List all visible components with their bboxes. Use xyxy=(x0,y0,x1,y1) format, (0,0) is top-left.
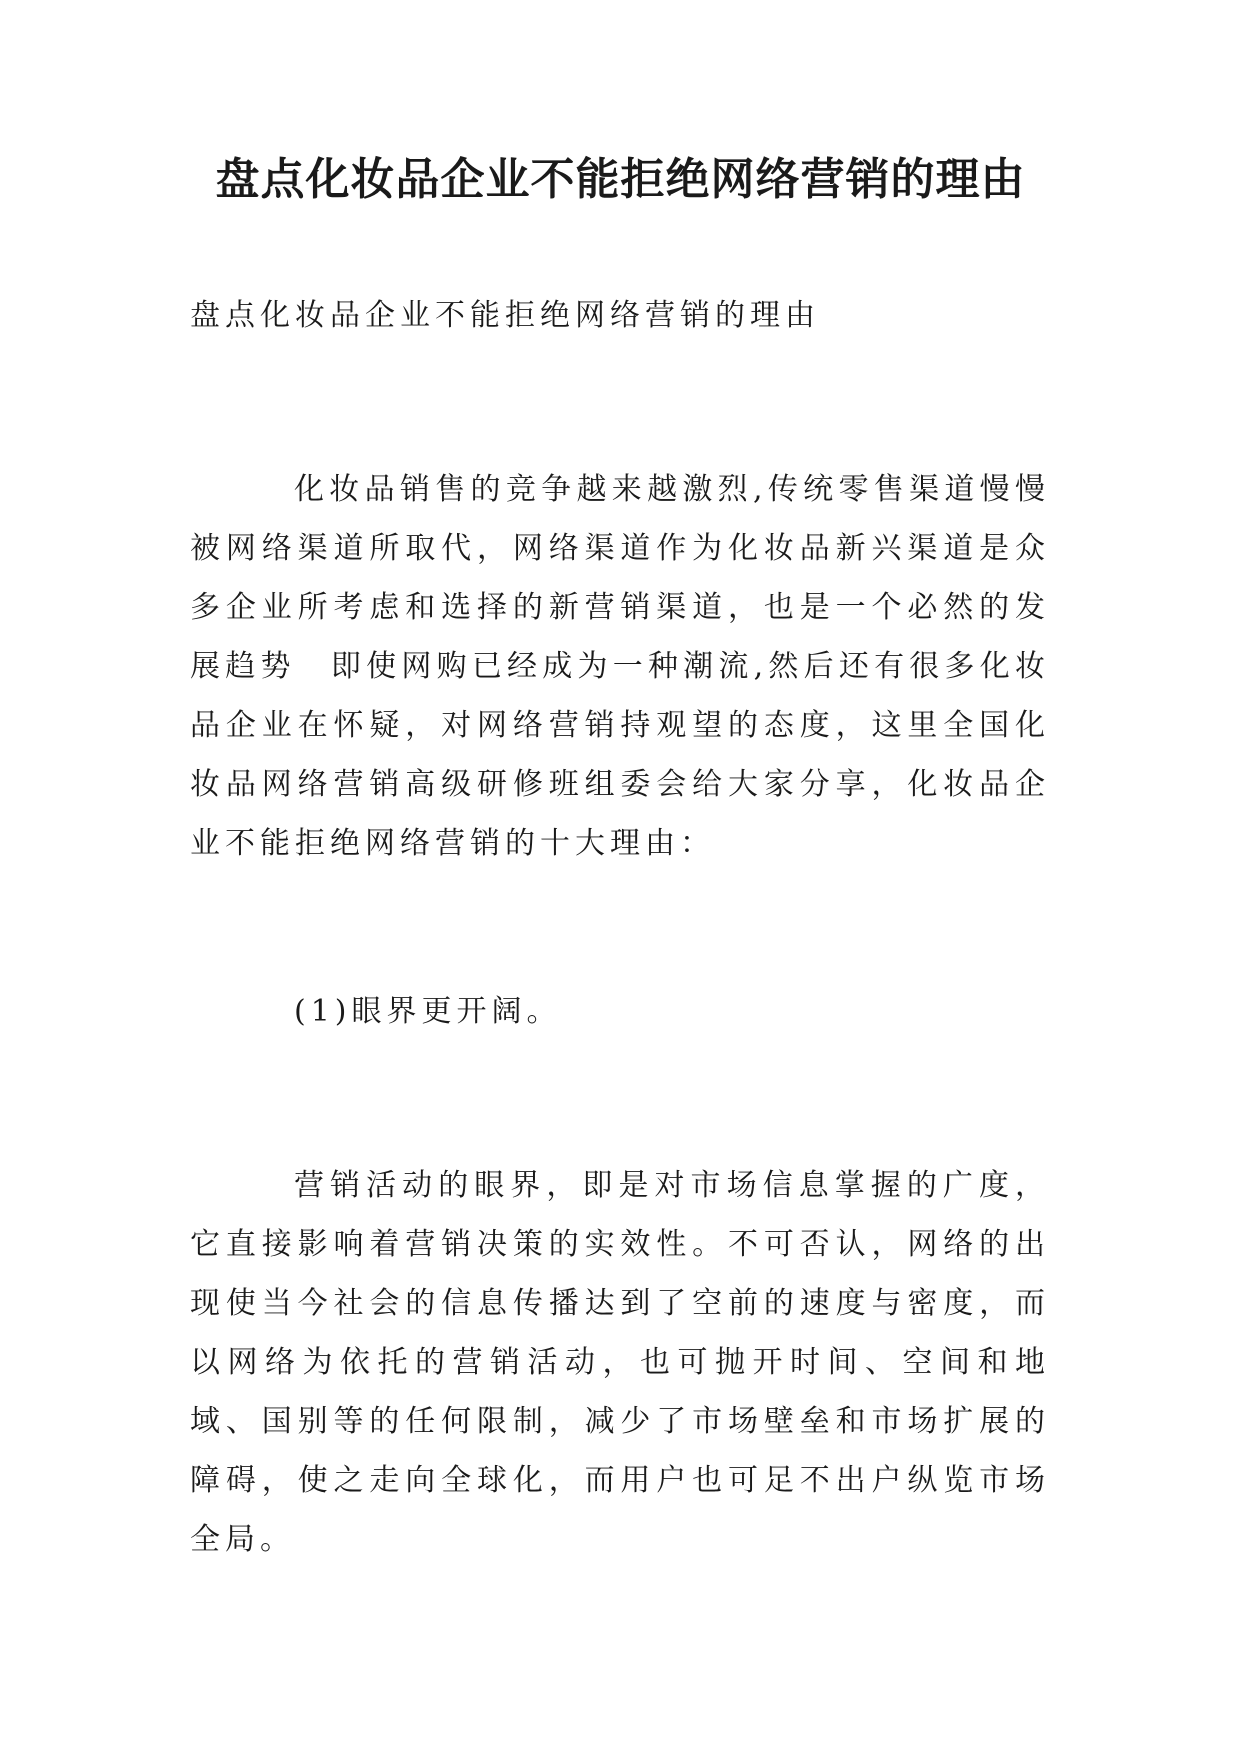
paragraph-item-heading: (1)眼界更开阔。 xyxy=(294,994,562,1029)
paragraph-intro: 化妆品销售的竞争越来越激烈,传统零售渠道慢慢被网络渠道所取代，网络渠道作为化妆品新兴渠道是众多企业所考虑和选择的新营销渠道，也是一个必然的发展趋势 即使网购已经成为一种潮流,然后还有很多化妆品企业在怀疑，对网络营销持观望的态度，这里全国化妆品网络营销高级研修班组委会给大家分享，化妆品企业不能拒绝网络营销的十大理由： xyxy=(190,472,1050,861)
document-title: 盘点化妆品企业不能拒绝网络营销的理由 xyxy=(215,154,1026,205)
document-subtitle: 盘点化妆品企业不能拒绝网络营销的理由 xyxy=(190,298,820,333)
paragraph-body: 营销活动的眼界，即是对市场信息掌握的广度，它直接影响着营销决策的实效性。不可否认，网络的出现使当今社会的信息传播达到了空前的速度与密度，而以网络为依托的营销活动，也可抛开时间、空间和地域、国别等的任何限制，减少了市场壁垒和市场扩展的障碍，使之走向全球化，而用户也可足不出户纵览市场全局。 xyxy=(190,1168,1050,1557)
